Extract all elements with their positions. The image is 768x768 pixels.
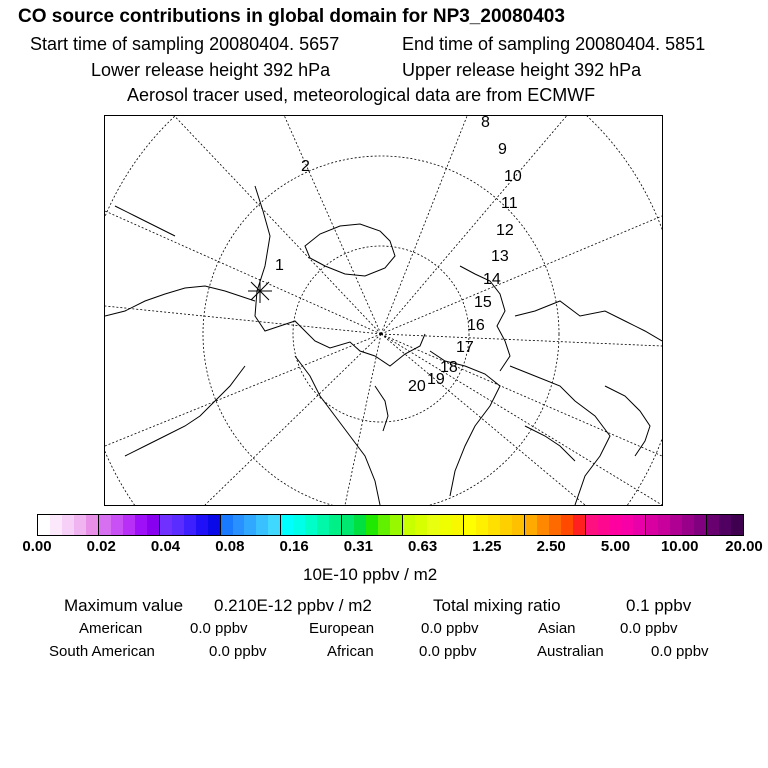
- color-scale-cell: [646, 515, 658, 535]
- region-value: 0.0 ppbv: [620, 620, 678, 637]
- color-scale-cell: [86, 515, 99, 535]
- region-name: European: [309, 620, 375, 637]
- region-value: 0.0 ppbv: [209, 643, 267, 660]
- color-scale-cell: [99, 515, 111, 535]
- color-scale-cell: [682, 515, 694, 535]
- color-scale-cell: [658, 515, 670, 535]
- color-scale-unit: 10E-10 ppbv / m2: [303, 565, 438, 584]
- trajectory-label: 14: [483, 271, 501, 288]
- color-scale-cell: [451, 515, 464, 535]
- trajectory-label: 19: [427, 371, 445, 388]
- color-scale-cell: [586, 515, 598, 535]
- release-point-star-icon: [248, 279, 272, 303]
- color-scale-cell: [293, 515, 305, 535]
- trajectory-label: 15: [474, 294, 492, 311]
- color-scale-bar: [37, 514, 744, 536]
- color-scale-cell: [694, 515, 707, 535]
- color-scale-cell: [268, 515, 281, 535]
- color-scale-cell: [598, 515, 610, 535]
- trajectory-label: 17: [456, 339, 474, 356]
- color-scale-cell: [281, 515, 293, 535]
- color-scale-cell: [488, 515, 500, 535]
- color-scale-cell: [233, 515, 245, 535]
- max-value-label: Maximum value: [64, 596, 184, 615]
- region-name: South American: [49, 643, 155, 660]
- color-scale-cell: [427, 515, 439, 535]
- trajectory-label: 16: [467, 317, 485, 334]
- trajectory-label: 12: [496, 222, 514, 239]
- color-scale-cell: [317, 515, 329, 535]
- color-scale-cell: [244, 515, 256, 535]
- color-scale-cell: [731, 515, 743, 535]
- color-scale-cell: [561, 515, 573, 535]
- upper-height-label: Upper release height 392 hPa: [402, 60, 642, 80]
- region-name: Australian: [537, 643, 604, 660]
- color-scale-cell: [160, 515, 172, 535]
- color-scale-cell: [622, 515, 634, 535]
- region-value: 0.0 ppbv: [421, 620, 479, 637]
- color-scale-cell: [196, 515, 208, 535]
- color-scale-tick-label: 0.00: [22, 538, 52, 555]
- color-scale-tick-label: 5.00: [600, 538, 631, 555]
- color-scale-tick-label: 0.63: [408, 538, 438, 555]
- color-scale-cell: [221, 515, 233, 535]
- trajectory-label: 9: [498, 141, 507, 158]
- lat-circles: [105, 116, 662, 505]
- color-scale-cell: [707, 515, 719, 535]
- color-scale-cell: [573, 515, 586, 535]
- color-scale-tick-label: 20.00: [725, 538, 763, 555]
- region-name: African: [327, 643, 374, 660]
- color-scale-tick-label: 1.25: [472, 538, 502, 555]
- trajectory-label: 11: [501, 195, 518, 212]
- color-scale-cell: [256, 515, 268, 535]
- color-scale-tick-label: 2.50: [536, 538, 566, 555]
- coastlines: [105, 186, 662, 505]
- color-scale-cell: [354, 515, 366, 535]
- color-scale-cell: [403, 515, 415, 535]
- color-scale-cell: [366, 515, 378, 535]
- map-title: CO source contributions in global domain for NP3_20080403: [18, 6, 565, 27]
- trajectory-label: 1: [275, 257, 284, 274]
- color-scale-tick-label: 0.16: [279, 538, 309, 555]
- color-scale-cell: [111, 515, 123, 535]
- color-scale-tick-label: 0.08: [215, 538, 245, 555]
- max-value: 0.210E-12 ppbv / m2: [214, 596, 372, 615]
- color-scale-cell: [476, 515, 488, 535]
- color-scale-tick-label: 10.00: [660, 538, 699, 555]
- color-scale-cell: [439, 515, 451, 535]
- color-scale-cell: [512, 515, 525, 535]
- color-scale-cell: [719, 515, 731, 535]
- color-scale-cell: [172, 515, 184, 535]
- color-scale-cell: [537, 515, 549, 535]
- color-scale-cell: [208, 515, 221, 535]
- color-scale-cell: [670, 515, 682, 535]
- color-scale-cell: [135, 515, 147, 535]
- trajectory-label: 8: [481, 116, 490, 131]
- color-scale-cell: [329, 515, 342, 535]
- color-scale-cell: [378, 515, 390, 535]
- polar-map: [104, 115, 663, 506]
- region-value: 0.0 ppbv: [190, 620, 248, 637]
- trajectory-label: 10: [504, 168, 522, 185]
- region-name: Asian: [538, 620, 576, 637]
- color-scale-cell: [500, 515, 512, 535]
- trajectory-label: 2: [301, 158, 310, 175]
- trajectory-label: 13: [491, 248, 509, 265]
- tracer-info-label: Aerosol tracer used, meteorological data are from ECMWF: [127, 85, 596, 105]
- region-value: 0.0 ppbv: [651, 643, 709, 660]
- color-scale-cell: [610, 515, 622, 535]
- color-scale-cell: [305, 515, 317, 535]
- start-time-label: Start time of sampling 20080404. 5657: [30, 34, 340, 54]
- color-scale-cell: [633, 515, 646, 535]
- color-scale-cell: [464, 515, 476, 535]
- region-name: American: [79, 620, 143, 637]
- total-mixing-ratio-label: Total mixing ratio: [433, 596, 561, 615]
- color-scale-cell: [342, 515, 354, 535]
- color-scale-cell: [62, 515, 74, 535]
- color-scale-cell: [415, 515, 427, 535]
- color-scale-tick-label: 0.31: [343, 538, 373, 555]
- color-scale-cell: [549, 515, 561, 535]
- end-time-label: End time of sampling 20080404. 5851: [402, 34, 706, 54]
- color-scale-cell: [74, 515, 86, 535]
- trajectory-label: 18: [440, 359, 458, 376]
- total-mixing-ratio-value: 0.1 ppbv: [626, 596, 692, 615]
- color-scale-cell: [50, 515, 62, 535]
- color-scale-cell: [525, 515, 537, 535]
- color-scale-cell: [147, 515, 160, 535]
- region-value: 0.0 ppbv: [419, 643, 477, 660]
- color-scale-cell: [184, 515, 196, 535]
- color-scale-tick-label: 0.02: [86, 538, 116, 555]
- color-scale-cell: [123, 515, 135, 535]
- color-scale-cell: [38, 515, 50, 535]
- meridians: [105, 116, 662, 505]
- color-scale-cell: [390, 515, 403, 535]
- trajectory-label: 20: [408, 378, 426, 395]
- lower-height-label: Lower release height 392 hPa: [91, 60, 331, 80]
- color-scale-tick-label: 0.04: [150, 538, 181, 555]
